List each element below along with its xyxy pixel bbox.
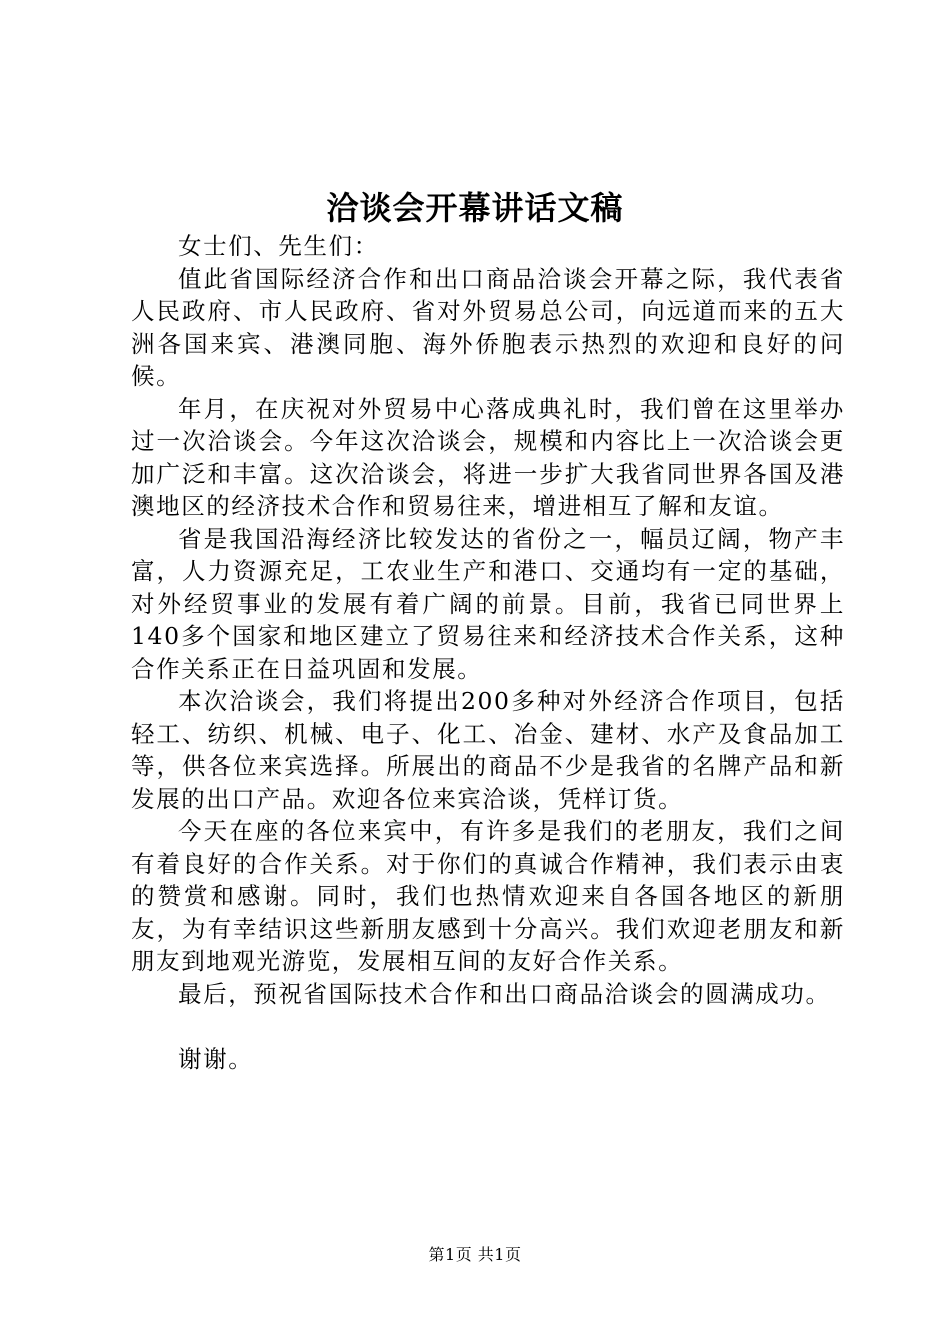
paragraph: 省是我国沿海经济比较发达的省份之一，幅员辽阔，物产丰富，人力资源充足，工农业生产和港口、交通均有一定的基础，对外经贸事业的发展有着广阔的前景。目前，我省已同世界上140多个国家和地区建立了贸易往来和经济技术合作关系，这种合作关系正在日益巩固和发展。 <box>131 524 845 683</box>
paragraph: 本次洽谈会，我们将提出200多种对外经济合作项目，包括轻工、纺织、机械、电子、化工、冶金、建材、水产及食品加工等，供各位来宾选择。所展出的商品不少是我省的名牌产品和新发展的出口产品。欢迎各位来宾洽谈，凭样订货。 <box>131 687 845 813</box>
document-body <box>131 230 845 1075</box>
paragraph: 最后，预祝省国际技术合作和出口商品洽谈会的圆满成功。 <box>178 979 831 1008</box>
salutation: 女士们、先生们： <box>178 232 379 260</box>
paragraph: 值此省国际经济合作和出口商品洽谈会开幕之际，我代表省人民政府、市人民政府、省对外贸易总公司，向远道而来的五大洲各国来宾、港澳同胞、海外侨胞表示热烈的欢迎和良好的问候。 <box>131 264 845 390</box>
page-footer: 第1页 共1页 <box>428 1245 522 1264</box>
closing: 谢谢。 <box>178 1044 254 1073</box>
document-title: 洽谈会开幕讲话文稿 <box>326 189 624 227</box>
paragraph: 年月，在庆祝对外贸易中心落成典礼时，我们曾在这里举办过一次洽谈会。今年这次洽谈会，规模和内容比上一次洽谈会更加广泛和丰富。这次洽谈会，将进一步扩大我省同世界各国及港澳地区的经济技术合作和贸易往来，增进相互了解和友谊。 <box>131 394 845 520</box>
paragraph: 今天在座的各位来宾中，有许多是我们的老朋友，我们之间有着良好的合作关系。对于你们的真诚合作精神，我们表示由衷的赞赏和感谢。同时，我们也热情欢迎来自各国各地区的新朋友，为有幸结识这些新朋友感到十分高兴。我们欢迎老朋友和新朋友到地观光游览，发展相互间的友好合作关系。 <box>131 817 845 975</box>
